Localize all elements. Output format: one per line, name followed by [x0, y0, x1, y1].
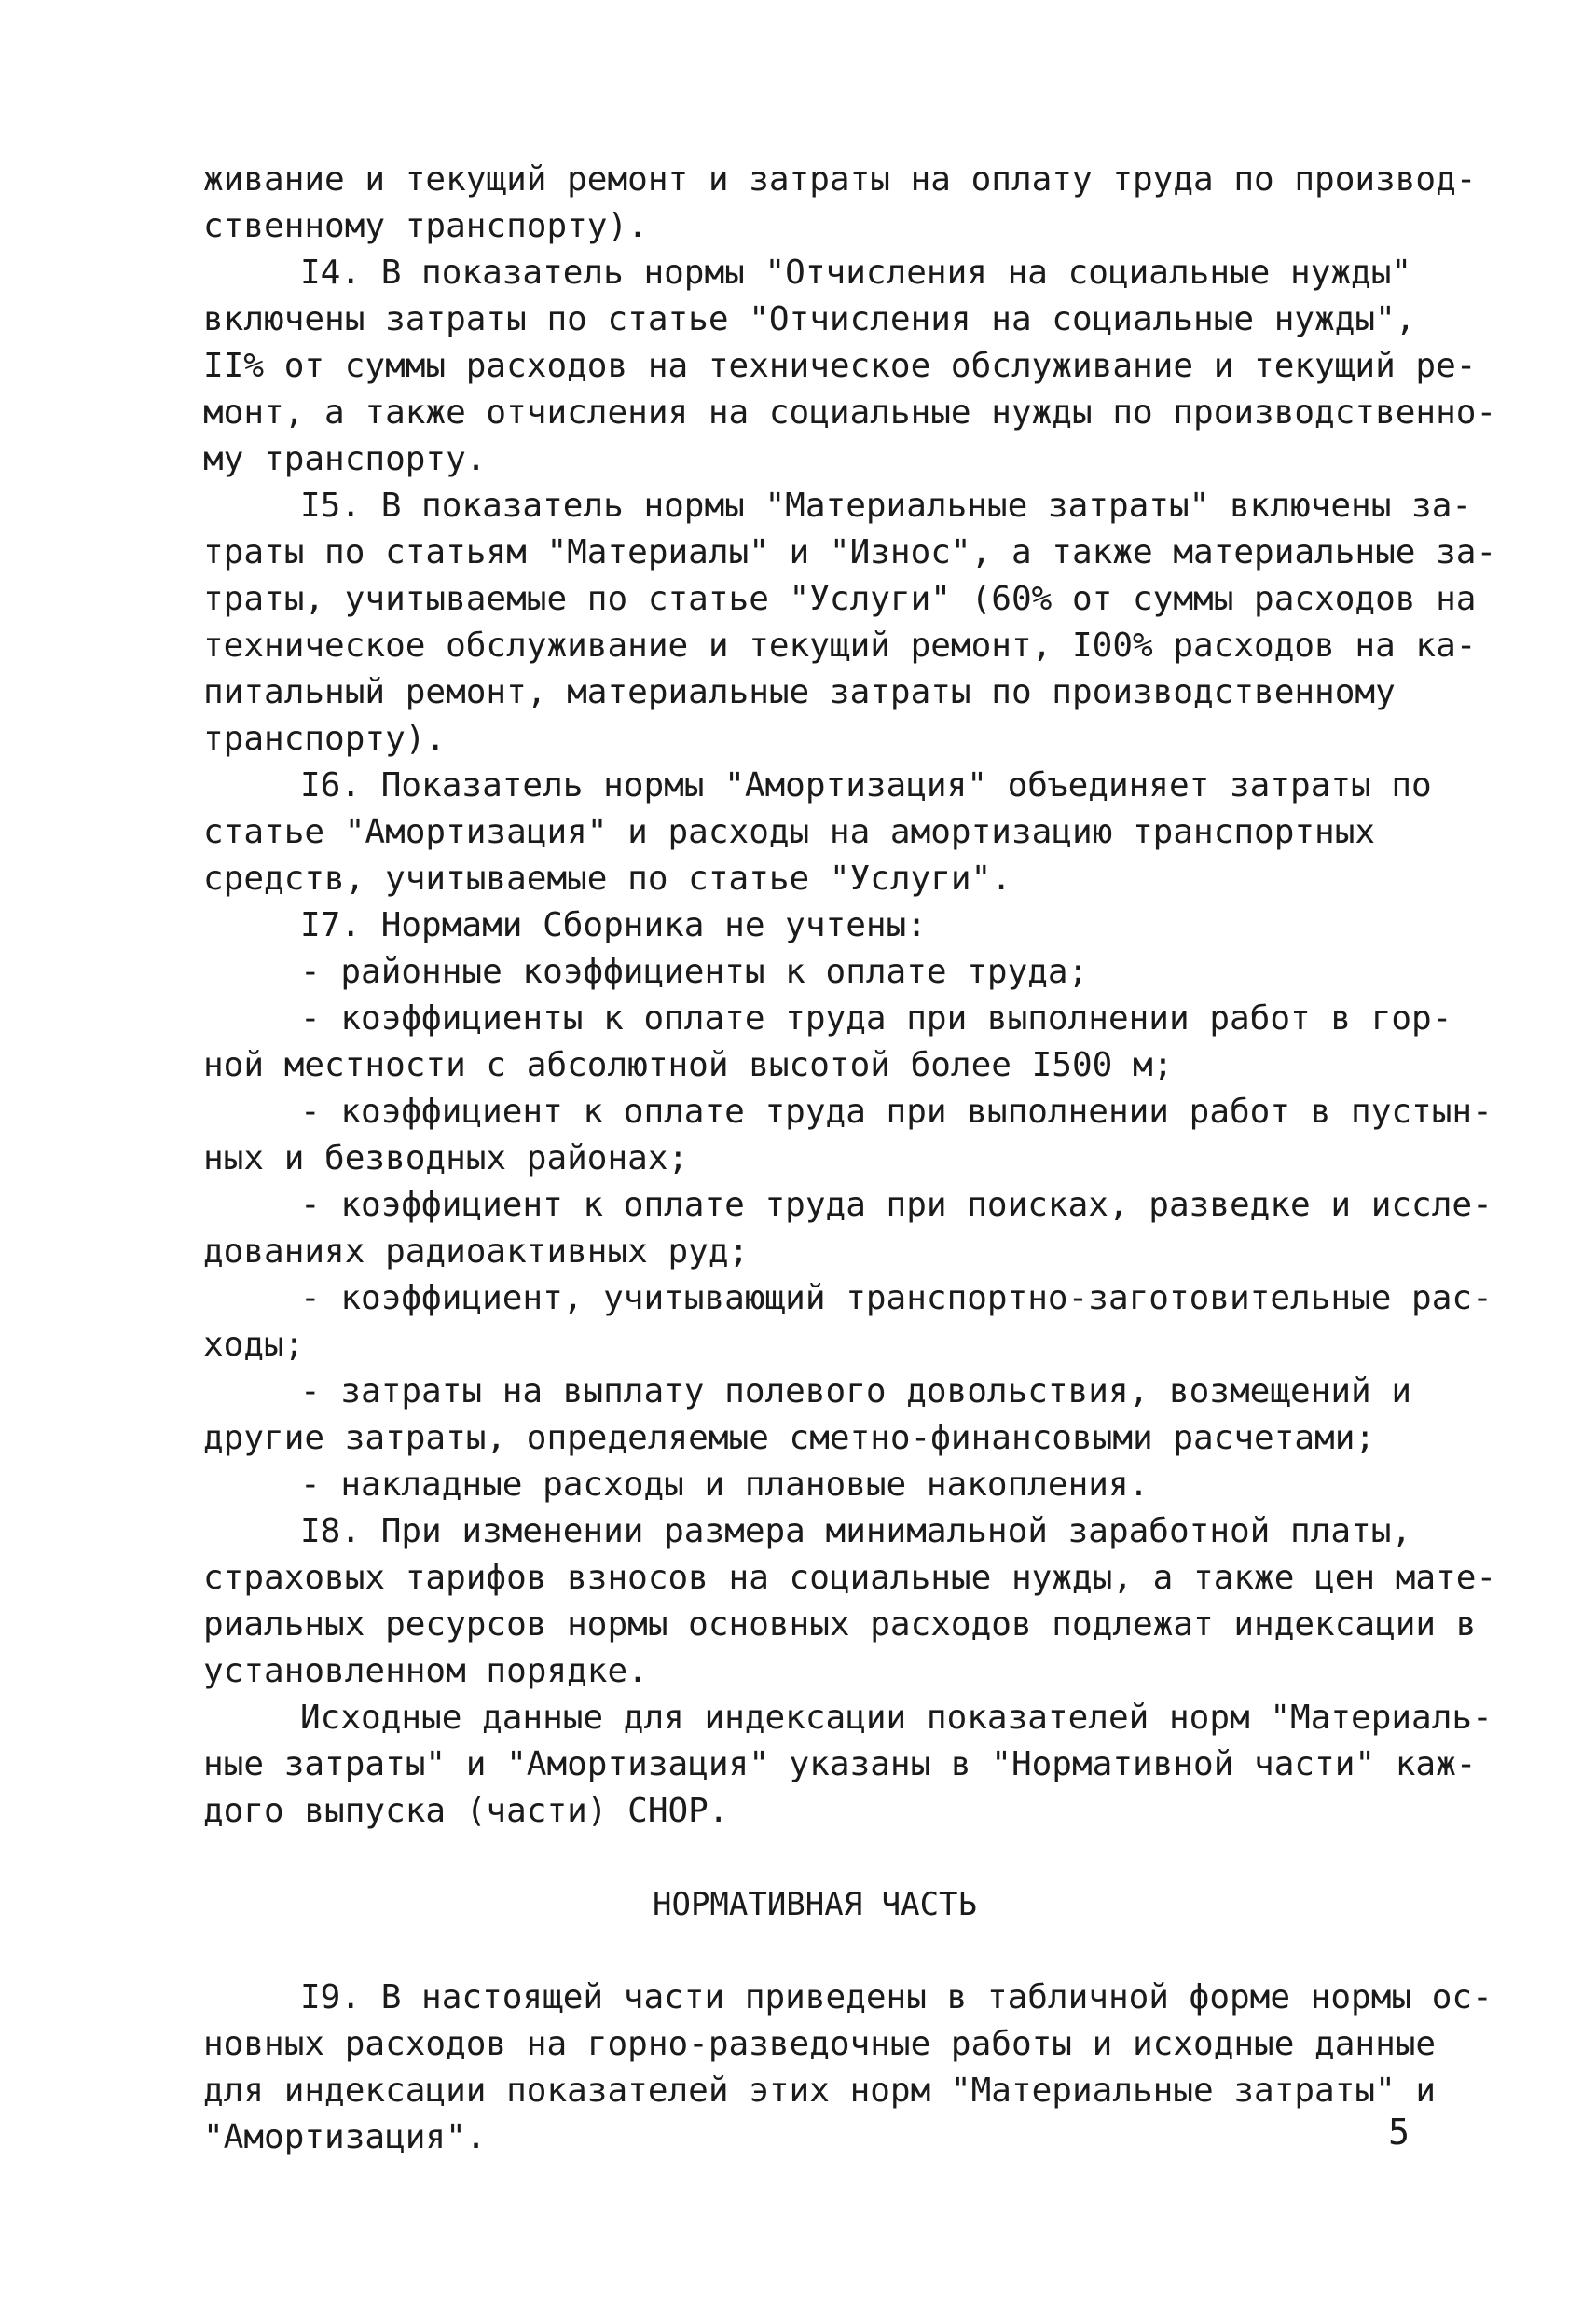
section-heading: НОРМАТИВНАЯ ЧАСТЬ	[653, 1886, 977, 1923]
paragraph-16-start: I6. Показатель нормы "Амортизация" объединяет затраты по	[300, 766, 1432, 805]
text-line: средств, учитываемые по статье "Услуги".	[203, 860, 1011, 898]
text-line: техническое обслуживание и текущий ремонт, I00% расходов на ка-	[203, 626, 1477, 665]
text-line: другие затраты, определяемые сметно-финансовыми расчетами;	[203, 1419, 1376, 1457]
text-line: "Амортизация".	[203, 2118, 487, 2156]
text-line: ственному транспорту).	[203, 207, 648, 245]
paragraph-17-start: I7. Нормами Сборника не учтены:	[300, 906, 927, 944]
text-line: включены затраты по статье "Отчисления на социальные нужды",	[203, 300, 1416, 338]
text-line: ные затраты" и "Амортизация" указаны в "Нормативной части" каж-	[203, 1745, 1477, 1783]
paragraph-19-start: I9. В настоящей части приведены в табличной форме нормы ос-	[300, 1978, 1493, 2016]
list-item: - коэффициент, учитывающий транспортно-заготовительные рас-	[300, 1279, 1493, 1317]
text-line: питальный ремонт, материальные затраты по производственному	[203, 673, 1396, 711]
list-item: - коэффициент к оплате труда при поисках, разведке и иссле-	[300, 1186, 1493, 1224]
text-line: ных и безводных районах;	[203, 1139, 689, 1177]
text-line: монт, а также отчисления на социальные нужды по производственно-	[203, 393, 1497, 432]
text-line: установленном порядке.	[203, 1652, 648, 1690]
text-line: траты, учитываемые по статье "Услуги" (60% от суммы расходов на	[203, 580, 1477, 618]
text-line: дого выпуска (части) СНОР.	[203, 1792, 729, 1830]
text-line: риальных ресурсов нормы основных расходов подлежат индексации в	[203, 1605, 1477, 1644]
text-line: му транспорту.	[203, 440, 487, 478]
list-item: - районные коэффициенты к оплате труда;	[300, 953, 1089, 991]
text-line: живание и текущий ремонт и затраты на оплату труда по производ-	[203, 160, 1477, 199]
text-line: транспорту).	[203, 720, 447, 758]
text-line: страховых тарифов взносов на социальные нужды, а также цен мате-	[203, 1559, 1497, 1597]
page-number: 5	[1388, 2112, 1410, 2153]
text-line: новных расходов на горно-разведочные работы и исходные данные	[203, 2025, 1437, 2063]
paragraph-14-start: I4. В показатель нормы "Отчисления на социальные нужды"	[300, 254, 1412, 292]
paragraph-18-start: I8. При изменении размера минимальной заработной платы,	[300, 1512, 1412, 1550]
text-line: траты по статьям "Материалы" и "Износ", а также материальные за-	[203, 533, 1497, 571]
list-item: - коэффициенты к оплате труда при выполнении работ в гор-	[300, 999, 1452, 1038]
text-line: ходы;	[203, 1326, 305, 1364]
text-line: статье "Амортизация" и расходы на амортизацию транспортных	[203, 813, 1376, 851]
paragraph-15-start: I5. В показатель нормы "Материальные затраты" включены за-	[300, 487, 1473, 525]
paragraph-start: Исходные данные для индексации показателей норм "Материаль-	[300, 1699, 1493, 1737]
list-item: - накладные расходы и плановые накопления.	[300, 1466, 1149, 1504]
list-item: - коэффициент к оплате труда при выполнении работ в пустын-	[300, 1093, 1493, 1131]
text-line: II% от суммы расходов на техническое обслуживание и текущий ре-	[203, 347, 1477, 385]
text-line: для индексации показателей этих норм "Материальные затраты" и	[203, 2071, 1437, 2110]
text-line: ной местности с абсолютной высотой более I500 м;	[203, 1046, 1174, 1084]
list-item: - затраты на выплату полевого довольствия, возмещений и	[300, 1372, 1412, 1411]
text-line: дованиях радиоактивных руд;	[203, 1232, 750, 1271]
